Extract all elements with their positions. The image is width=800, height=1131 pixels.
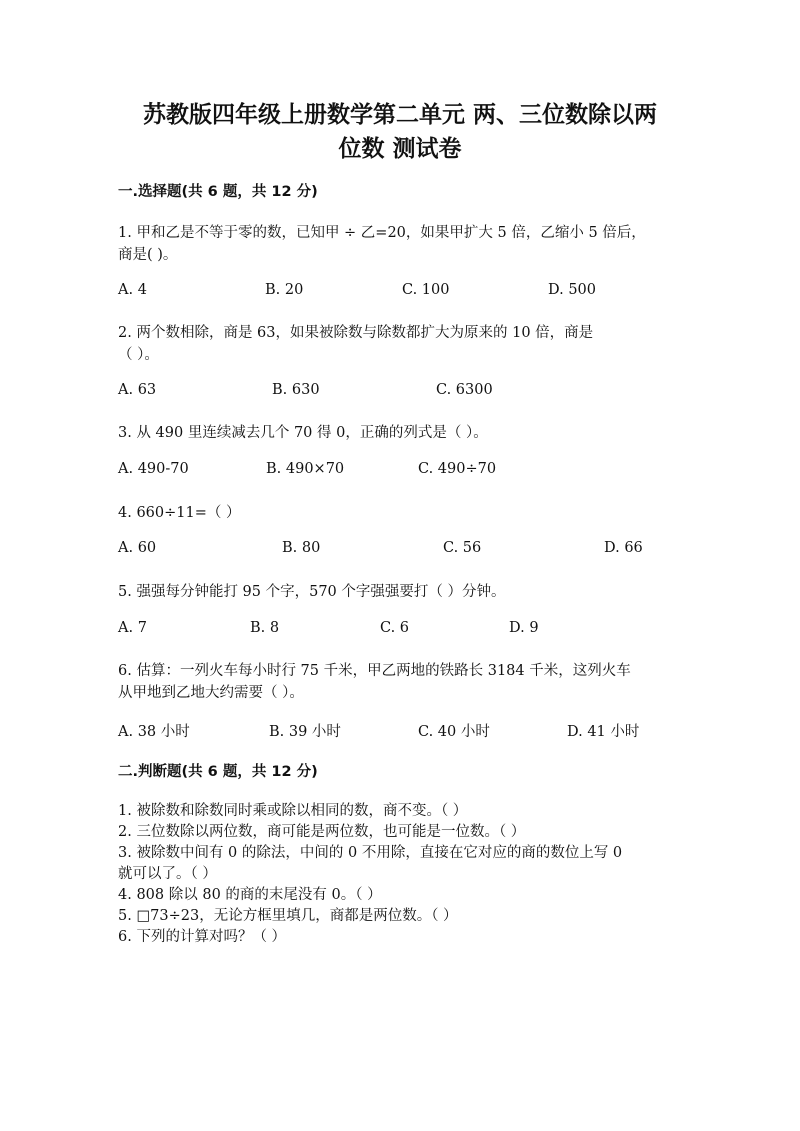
title-line-2: 位数 测试卷 — [338, 136, 462, 162]
judgment-3-line-2: 就可以了。（ ） — [118, 866, 217, 882]
question-6-option-d: D. 41 小时 — [567, 724, 640, 740]
question-3-option-a: A. 490-70 — [118, 461, 189, 477]
question-6-option-b: B. 39 小时 — [269, 724, 341, 740]
title-line-1: 苏教版四年级上册数学第二单元 两、三位数除以两 — [142, 102, 657, 128]
question-1-line-1: 1. 甲和乙是不等于零的数，已知甲 ÷ 乙=20，如果甲扩大 5 倍，乙缩小 5 倍后， — [118, 225, 646, 241]
question-5-line-1: 5. 强强每分钟能打 95 个字，570 个字强强要打（ ）分钟。 — [118, 584, 506, 600]
question-5-option-a: A. 7 — [118, 620, 147, 636]
question-4-option-a: A. 60 — [118, 540, 157, 556]
judgment-2: 2. 三位数除以两位数，商可能是两位数，也可能是一位数。（ ） — [118, 824, 526, 840]
question-1-option-b: B. 20 — [265, 282, 304, 298]
question-2-line-2: （ ）。 — [118, 347, 159, 363]
question-6-line-2: 从甲地到乙地大约需要（ ）。 — [118, 685, 304, 701]
question-6-option-c: C. 40 小时 — [418, 724, 490, 740]
question-3-line-1: 3. 从 490 里连续减去几个 70 得 0，正确的列式是（ ）。 — [118, 425, 488, 441]
page-title — [100, 98, 700, 166]
question-4-option-d: D. 66 — [604, 540, 643, 556]
judgment-1: 1. 被除数和除数同时乘或除以相同的数，商不变。（ ） — [118, 803, 468, 819]
section-heading-choice: 一.选择题(共 6 题，共 12 分) — [118, 184, 318, 200]
question-5-option-b: B. 8 — [250, 620, 280, 636]
question-2-option-b: B. 630 — [272, 382, 320, 398]
question-6-option-a: A. 38 小时 — [118, 724, 190, 740]
question-1-option-d: D. 500 — [548, 282, 597, 298]
judgment-6: 6. 下列的计算对吗？（ ） — [118, 929, 287, 945]
question-4-option-c: C. 56 — [443, 540, 482, 556]
question-3-option-b: B. 490×70 — [266, 461, 345, 477]
question-2-option-c: C. 6300 — [436, 382, 493, 398]
question-3-option-c: C. 490÷70 — [418, 461, 497, 477]
question-1-line-2: 商是( )。 — [118, 247, 178, 263]
judgment-5: 5. □73÷23，无论方框里填几，商都是两位数。（ ） — [118, 908, 458, 924]
section-heading-judgment: 二.判断题(共 6 题，共 12 分) — [118, 764, 318, 780]
judgment-4: 4. 808 除以 80 的商的末尾没有 0。（ ） — [118, 887, 382, 903]
question-1-option-c: C. 100 — [402, 282, 450, 298]
question-2-option-a: A. 63 — [118, 382, 157, 398]
judgment-3-line-1: 3. 被除数中间有 0 的除法，中间的 0 不用除，直接在它对应的商的数位上写 0 — [118, 845, 623, 861]
question-2-line-1: 2. 两个数相除，商是 63，如果被除数与除数都扩大为原来的 10 倍，商是 — [118, 325, 594, 341]
question-6-line-1: 6. 估算：一列火车每小时行 75 千米，甲乙两地的铁路长 3184 千米，这列火车 — [118, 663, 631, 679]
question-4-option-b: B. 80 — [282, 540, 321, 556]
question-1-option-a: A. 4 — [118, 282, 147, 298]
question-5-option-d: D. 9 — [509, 620, 539, 636]
question-5-option-c: C. 6 — [380, 620, 410, 636]
question-4-line-1: 4. 660÷11=（ ） — [118, 505, 241, 521]
